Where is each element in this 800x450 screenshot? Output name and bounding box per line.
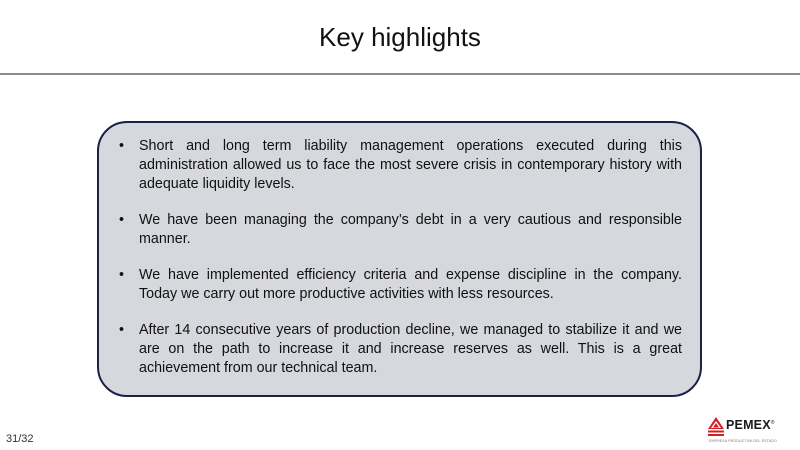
title-divider: [0, 73, 800, 75]
highlights-list: [118, 137, 682, 395]
highlight-item: • We have implemented efficiency criteria and expense discipline in the company. Today we carry out more productive activities with less resources.: [118, 266, 682, 304]
highlight-item: • Short and long term liability management operations executed during this administration allowed us to face the most severe crisis in contemporary history with adequate liquidity levels.: [118, 137, 682, 194]
pemex-eagle-icon: [706, 416, 726, 438]
slide-title: Key highlights: [319, 22, 481, 52]
highlight-item: • After 14 consecutive years of production decline, we managed to stabilize it and we are on the path to increase it and increase reserves as well. This is a great achievement from our technical team.: [118, 321, 682, 378]
logo-name: PEMEX®: [726, 418, 775, 432]
page-number: 31/32: [6, 433, 34, 445]
highlight-item: • We have been managing the company’s debt in a very cautious and responsible manner.: [118, 211, 682, 249]
logo-tagline: EMPRESA PRODUCTIVA DEL ESTADO: [709, 439, 777, 443]
pemex-logo: [706, 414, 796, 446]
